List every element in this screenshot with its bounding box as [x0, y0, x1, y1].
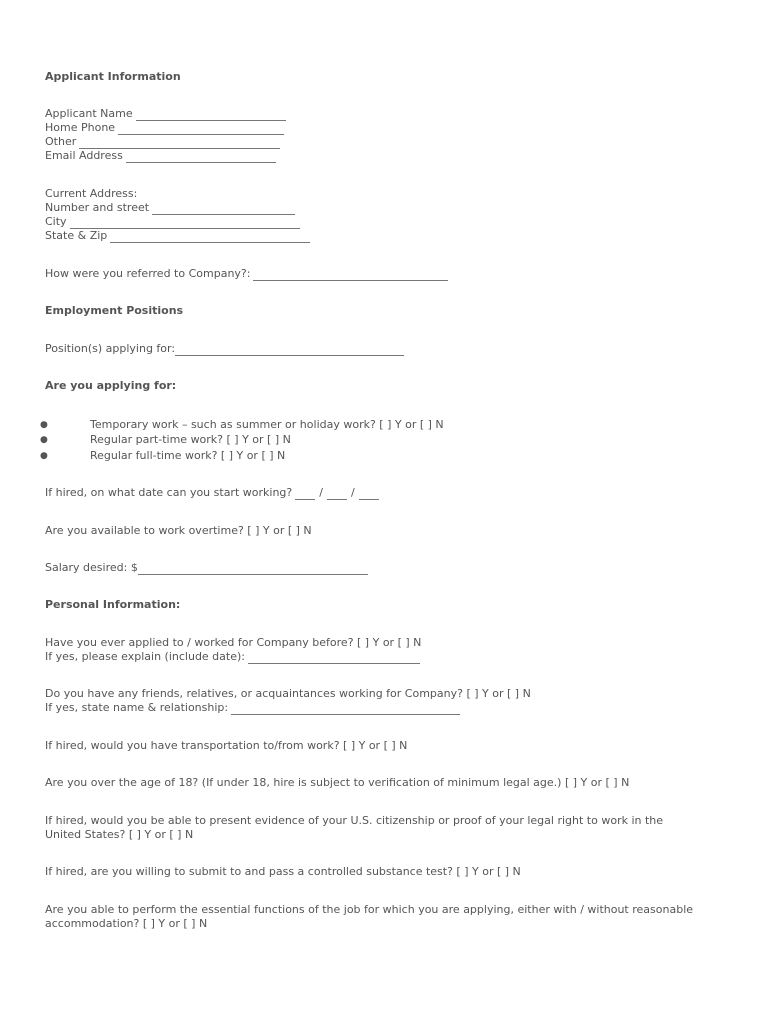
citizenship-question-line-1: If hired, would you be able to present evidence of your U.S. citizenship or proof of your legal right to work in the — [45, 814, 664, 827]
overtime-question[interactable]: Are you available to work overtime? [ ] Y or [ ] N — [45, 524, 312, 537]
explain-field[interactable] — [248, 652, 420, 664]
relationship-field[interactable] — [231, 703, 460, 715]
date-separator: / — [350, 486, 355, 499]
referred-row — [45, 267, 448, 281]
transportation-question[interactable]: If hired, would you have transportation to/from work? [ ] Y or [ ] N — [45, 739, 408, 752]
start-date-row — [45, 486, 379, 500]
friends-question[interactable]: Do you have any friends, relatives, or acquaintances working for Company? [ ] Y or [ ] N — [45, 687, 531, 700]
home-phone-label: Home Phone — [45, 121, 116, 134]
start-date-label: If hired, on what date can you start working? — [45, 486, 293, 499]
positions-field[interactable] — [175, 344, 404, 356]
other-row — [45, 135, 280, 149]
start-day-field[interactable] — [327, 488, 347, 500]
other-label: Other — [45, 135, 77, 148]
street-field[interactable] — [152, 203, 295, 215]
bullet-icon: ● — [40, 435, 48, 445]
positions-row — [45, 342, 404, 356]
age-question[interactable]: Are you over the age of 18? (If under 18, hire is subject to verification of minimum legal age.) [ ] Y or [ ] N — [45, 776, 630, 789]
referred-label: How were you referred to Company?: — [45, 267, 251, 280]
part-time-work-option[interactable]: Regular part-time work? [ ] Y or [ ] N — [90, 433, 291, 446]
list-item — [40, 433, 745, 447]
list-item — [40, 449, 745, 463]
essential-functions-line-1: Are you able to perform the essential functions of the job for which you are applying, either with / without reasonable — [45, 903, 694, 916]
start-month-field[interactable] — [295, 488, 315, 500]
salary-field[interactable] — [138, 563, 368, 575]
salary-label: Salary desired: $ — [45, 561, 138, 574]
start-year-field[interactable] — [359, 488, 379, 500]
full-time-work-option[interactable]: Regular full-time work? [ ] Y or [ ] N — [90, 449, 286, 462]
street-row — [45, 201, 295, 215]
city-label: City — [45, 215, 67, 228]
explain-label: If yes, please explain (include date): — [45, 650, 245, 663]
applicant-name-field[interactable] — [136, 109, 286, 121]
city-row — [45, 215, 300, 229]
essential-functions-line-2[interactable]: accommodation? [ ] Y or [ ] N — [45, 917, 208, 930]
explain-row — [45, 650, 420, 664]
citizenship-question-line-2[interactable]: United States? [ ] Y or [ ] N — [45, 828, 194, 841]
other-field[interactable] — [79, 137, 280, 149]
temporary-work-option[interactable]: Temporary work – such as summer or holiday work? [ ] Y or [ ] N — [90, 418, 444, 431]
personal-information-heading: Personal Information: — [45, 598, 181, 611]
substance-test-question[interactable]: If hired, are you willing to submit to and pass a controlled substance test? [ ] Y or [ ] N — [45, 865, 521, 878]
city-field[interactable] — [70, 217, 300, 229]
salary-row — [45, 561, 368, 575]
email-field[interactable] — [126, 151, 276, 163]
state-zip-row — [45, 229, 310, 243]
home-phone-field[interactable] — [118, 123, 284, 135]
home-phone-row — [45, 121, 284, 135]
current-address-heading: Current Address: — [45, 187, 138, 200]
applying-for-heading: Are you applying for: — [45, 379, 177, 392]
state-zip-label: State & Zip — [45, 229, 108, 242]
list-item — [40, 418, 745, 432]
applicant-name-row — [45, 107, 286, 121]
state-zip-field[interactable] — [110, 231, 310, 243]
employment-positions-heading: Employment Positions — [45, 304, 184, 317]
bullet-icon: ● — [40, 420, 48, 430]
referred-field[interactable] — [253, 269, 448, 281]
applicant-name-label: Applicant Name — [45, 107, 133, 120]
relationship-label: If yes, state name & relationship: — [45, 701, 229, 714]
date-separator: / — [319, 486, 323, 499]
relationship-row — [45, 701, 460, 715]
applied-before-question[interactable]: Have you ever applied to / worked for Company before? [ ] Y or [ ] N — [45, 636, 422, 649]
positions-label: Position(s) applying for: — [45, 342, 176, 355]
bullet-icon: ● — [40, 451, 48, 461]
email-label: Email Address — [45, 149, 123, 162]
applicant-information-heading: Applicant Information — [45, 70, 181, 83]
street-label: Number and street — [45, 201, 150, 214]
email-row — [45, 149, 276, 163]
